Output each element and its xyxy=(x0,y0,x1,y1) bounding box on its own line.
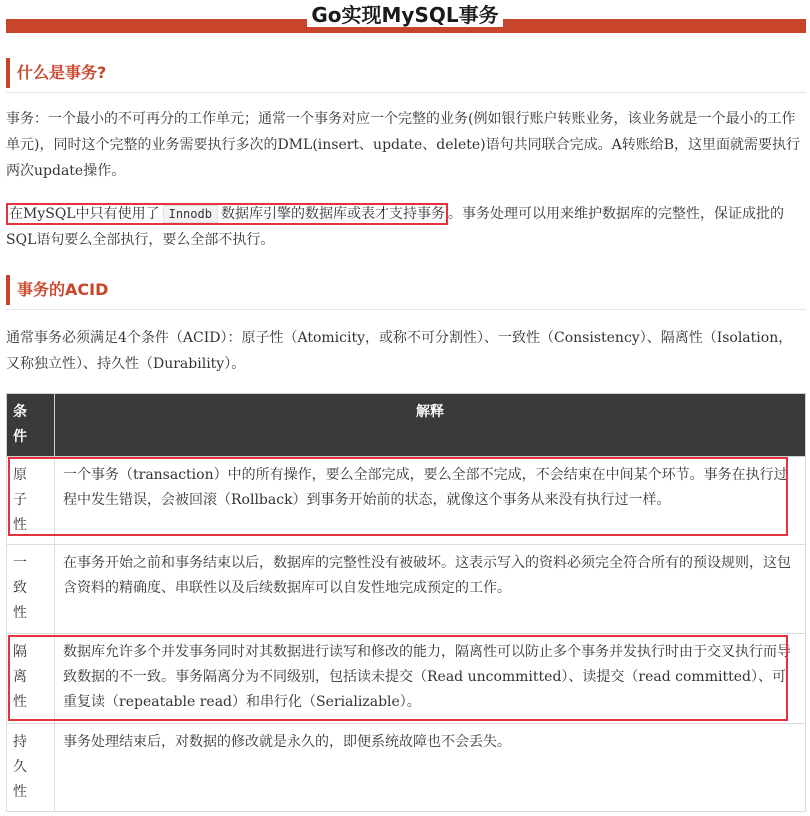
table-row-atomicity xyxy=(7,457,806,545)
cell-condition: 持久性 xyxy=(7,724,55,812)
section-heading-what-is-transaction: 什么是事务? xyxy=(6,58,806,88)
innodb-note-prefix: 在MySQL中只有使用了 xyxy=(9,206,160,222)
section-heading-acid: 事务的ACID xyxy=(6,275,806,305)
paragraph-transaction-definition: 事务：一个最小的不可再分的工作单元；通常一个事务对应一个完整的业务(例如银行账户转账业务，该业务就是一个最小的工作单元)，同时这个完整的业务需要执行多次的DML(insert、update、delete)语句共同联合完成。A转账给B，这里面就需要执行两次update操作。 xyxy=(6,111,801,179)
acid-table xyxy=(6,393,806,812)
cell-condition: 隔离性 xyxy=(7,634,55,724)
table-header-row xyxy=(7,394,806,457)
paragraph-acid-intro: 通常事务必须满足4个条件（ACID）：原子性（Atomicity，或称不可分割性）、一致性（Consistency）、隔离性（Isolation，又称独立性）、持久性（Durability）。 xyxy=(6,330,793,372)
header-explanation: 解释 xyxy=(55,394,806,457)
table-row-durability xyxy=(7,724,806,812)
cell-condition: 原子性 xyxy=(7,457,55,545)
innodb-note-rest: 。事务处理可以用来维护数据库的完整性，保证成批的SQL语句要么全部执行，要么全部不执行。 xyxy=(6,206,784,248)
cell-explanation: 一个事务（transaction）中的所有操作，要么全部完成，要么全部不完成，不会结束在中间某个环节。事务在执行过程中发生错误，会被回滚（Rollback）到事务开始前的状态，就像这个事务从来没有执行过一样。 xyxy=(55,457,806,545)
cell-condition: 一致性 xyxy=(7,545,55,634)
paragraph-innodb-note xyxy=(6,201,802,253)
divider xyxy=(6,309,806,310)
page-title: Go实现MySQL事务 xyxy=(0,0,810,30)
table-row-isolation xyxy=(7,634,806,724)
cell-explanation: 在事务开始之前和事务结束以后，数据库的完整性没有被破坏。这表示写入的资料必须完全符合所有的预设规则，这包含资料的精确度、串联性以及后续数据库可以自发性地完成预定的工作。 xyxy=(55,545,806,634)
table-row-consistency xyxy=(7,545,806,634)
highlight-box-innodb xyxy=(6,203,448,225)
cell-explanation: 事务处理结束后，对数据的修改就是永久的，即便系统故障也不会丢失。 xyxy=(55,724,806,812)
header-condition: 条件 xyxy=(7,394,55,457)
divider xyxy=(6,92,806,93)
cell-explanation: 数据库允许多个并发事务同时对其数据进行读写和修改的能力，隔离性可以防止多个事务并发执行时由于交叉执行而导致数据的不一致。事务隔离分为不同级别，包括读未提交（Read uncommitted）、读提交（read committed）、可重复读（repeatable read）和串行化（Serializable）。 xyxy=(55,634,806,724)
inline-code-innodb: Innodb xyxy=(163,205,218,223)
innodb-note-suffix: 数据库引擎的数据库或表才支持事务 xyxy=(220,206,445,222)
